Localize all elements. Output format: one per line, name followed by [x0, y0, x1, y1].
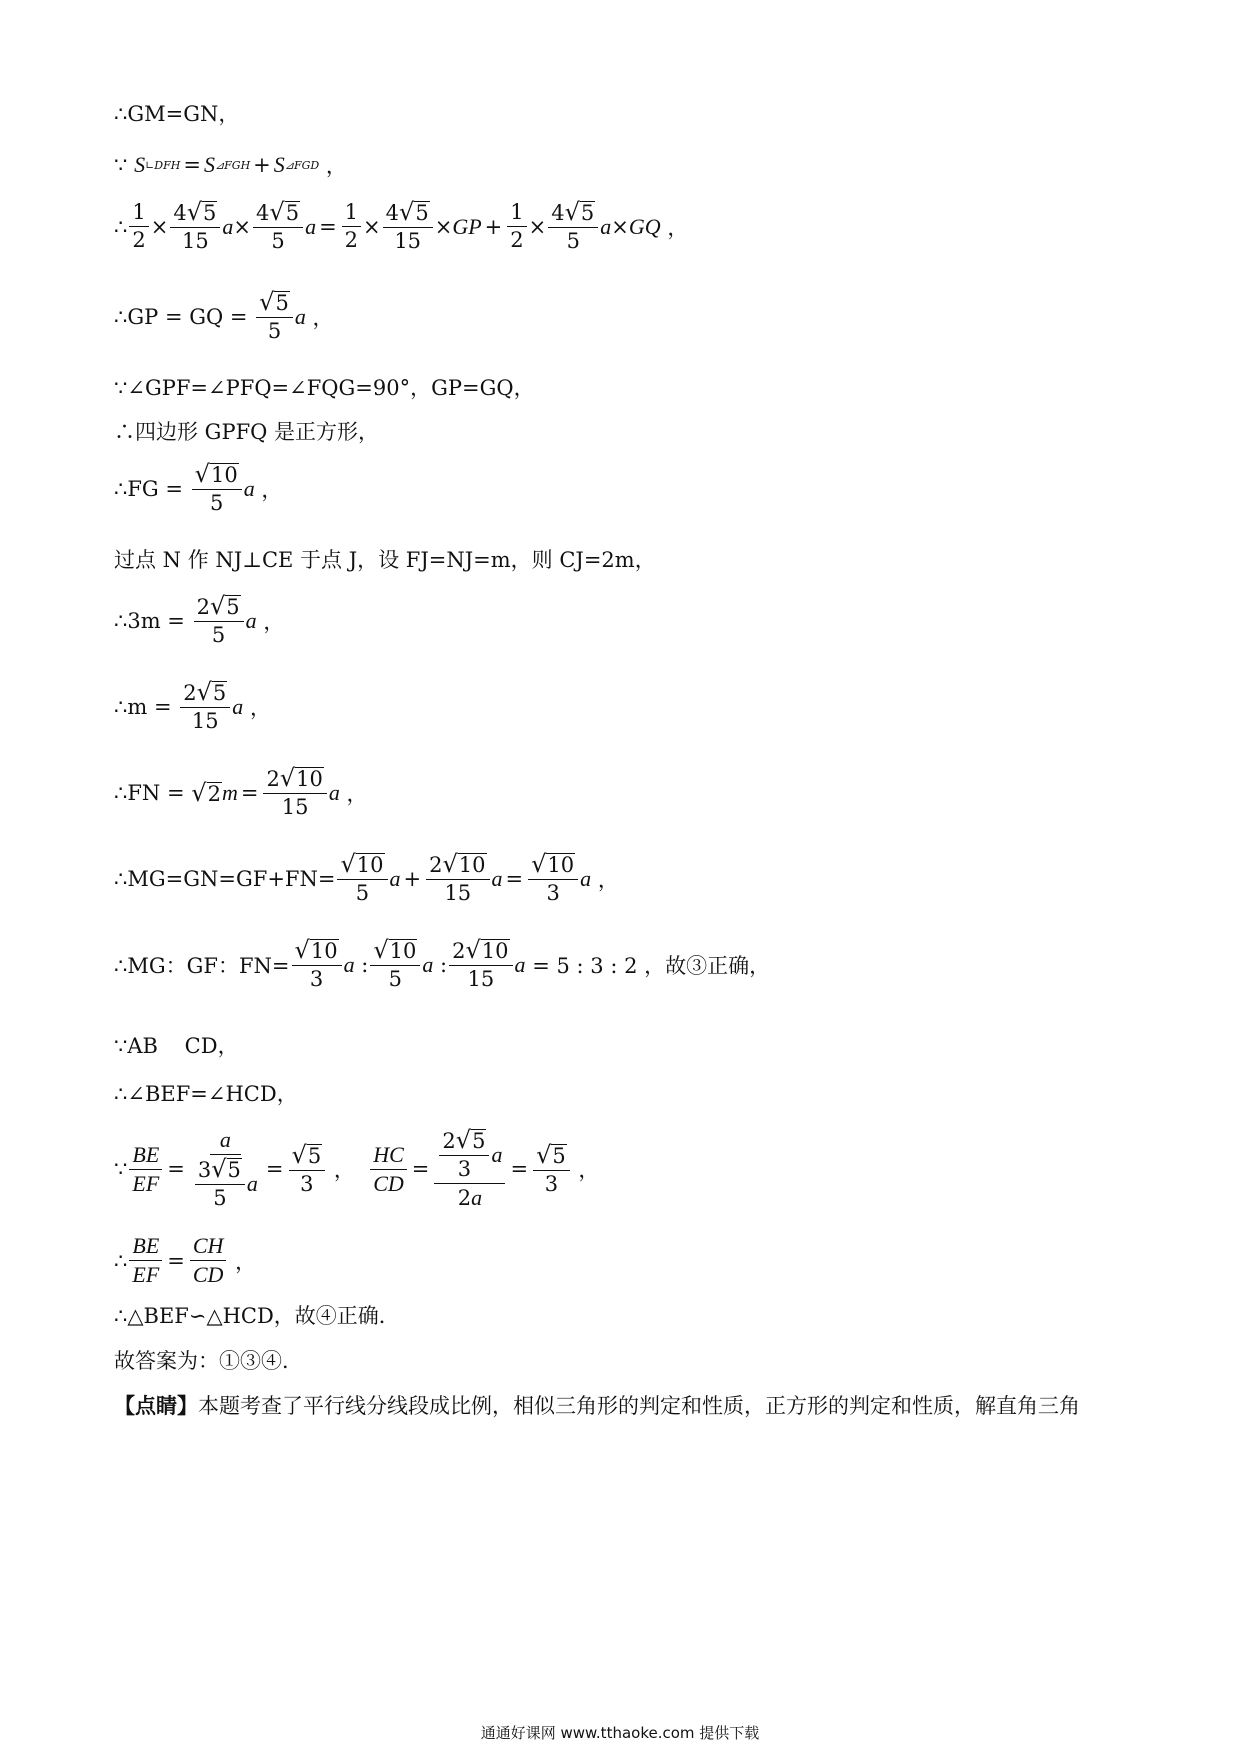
- step-similar: [114, 1300, 400, 1330]
- step-fg-lhs: ∴FG =: [114, 476, 183, 501]
- comment-text: 本题考查了平行线分线段成比例，相似三角形的判定和性质，正方形的判定和性质，解直角三角: [198, 1394, 1080, 1418]
- step-gm-gn-text: ∴GM=GN，: [114, 102, 240, 126]
- step-mg-lhs: ∴MG=GN=GF+FN=: [114, 866, 336, 891]
- step-fn-lhs: ∴FN =: [114, 780, 185, 805]
- step-3m-lhs: ∴3m =: [114, 608, 185, 633]
- step-similar-text: ∴△BEF∽△HCD，故④正确．: [114, 1304, 400, 1328]
- step-square-text: ∴四边形 GPFQ 是正方形，: [114, 420, 380, 444]
- answer-text: 故答案为：①③④．: [114, 1349, 303, 1373]
- step-fn: ∴FN = √ 2 m = 2 √ 10 15 a ，: [114, 764, 368, 820]
- step-square: [114, 416, 379, 446]
- step-ab-cd-text: ∵AB CD，: [114, 1034, 239, 1058]
- step-construct-nj-text: 过点 N 作 NJ⊥CE 于点 J，设 FJ=NJ=m，则 CJ=2m，: [114, 548, 656, 572]
- step-right-angles-text: ∵∠GPF=∠PFQ=∠FQG=90°，GP=GQ，: [114, 376, 535, 400]
- step-ratio-conclusion: = 5 : 3 : 2 ，故③正确，: [532, 953, 771, 978]
- step-area-expanded: ∴ $\frac{1}{2}$ × 4 √ 5 15 a × 4 √ 5 5 a = $\frac{1}{2}$ × 4 √ 5 15 × GP + $\frac{1}{2}$ × 4 √ 5 5 a × GQ ，: [114, 198, 689, 254]
- page-footer: 通通好课网 www.tthaoke.com 提供下载: [480, 1724, 760, 1742]
- step-ab-cd: [114, 1030, 239, 1060]
- comment-line: [114, 1390, 1080, 1420]
- step-fg: ∴FG = √ 10 5 a ，: [114, 460, 283, 516]
- step-area-sum: ∵ S ∟DFH = S ⊿FGH + S ⊿FGD ，: [114, 152, 347, 178]
- therefore-symbol: ∴: [114, 1248, 128, 1273]
- step-ratio-lhs: ∴MG：GF：FN=: [114, 953, 290, 978]
- step-gp-gq: ∴GP = GQ = √ 5 5 a ，: [114, 288, 334, 344]
- step-m: ∴m = 2 √ 5 15 a ，: [114, 678, 271, 734]
- step-m-lhs: ∴m =: [114, 694, 172, 719]
- step-proportions: ∵ $\frac{BE}{EF}$ = a 3 √ 5 5 a = √ 5 3 ， $\frac{HC}{CD}$ = 2 √ 5 3 a 2a = √ 5 3 ，: [114, 1126, 600, 1211]
- step-3m: ∴3m = 2 √ 5 5 a ，: [114, 592, 285, 648]
- step-angle-equal: [114, 1078, 298, 1108]
- step-mg: ∴MG=GN=GF+FN= √ 10 5 a + 2 √ 10 15 a = √ 10 3 a ，: [114, 850, 619, 906]
- step-gm-gn: [114, 98, 239, 128]
- step-gp-gq-lhs: ∴GP = GQ =: [114, 304, 248, 329]
- because-symbol: ∵: [114, 153, 128, 177]
- step-right-angles: [114, 372, 535, 402]
- step-ratio-equal: ∴ $\frac{BE}{EF}$ = $\frac{CH}{CD}$ ，: [114, 1233, 257, 1288]
- comment-tag: 【点睛】: [114, 1393, 198, 1418]
- answer-line: [114, 1345, 303, 1375]
- step-angle-equal-text: ∴∠BEF=∠HCD，: [114, 1082, 298, 1106]
- step-construct-nj: [114, 544, 656, 574]
- step-ratio: ∴MG：GF：FN= √ 10 3 a : √ 10 5 a : 2 √ 10 15 a = 5 : 3 : 2 ，故③正确，: [114, 936, 771, 992]
